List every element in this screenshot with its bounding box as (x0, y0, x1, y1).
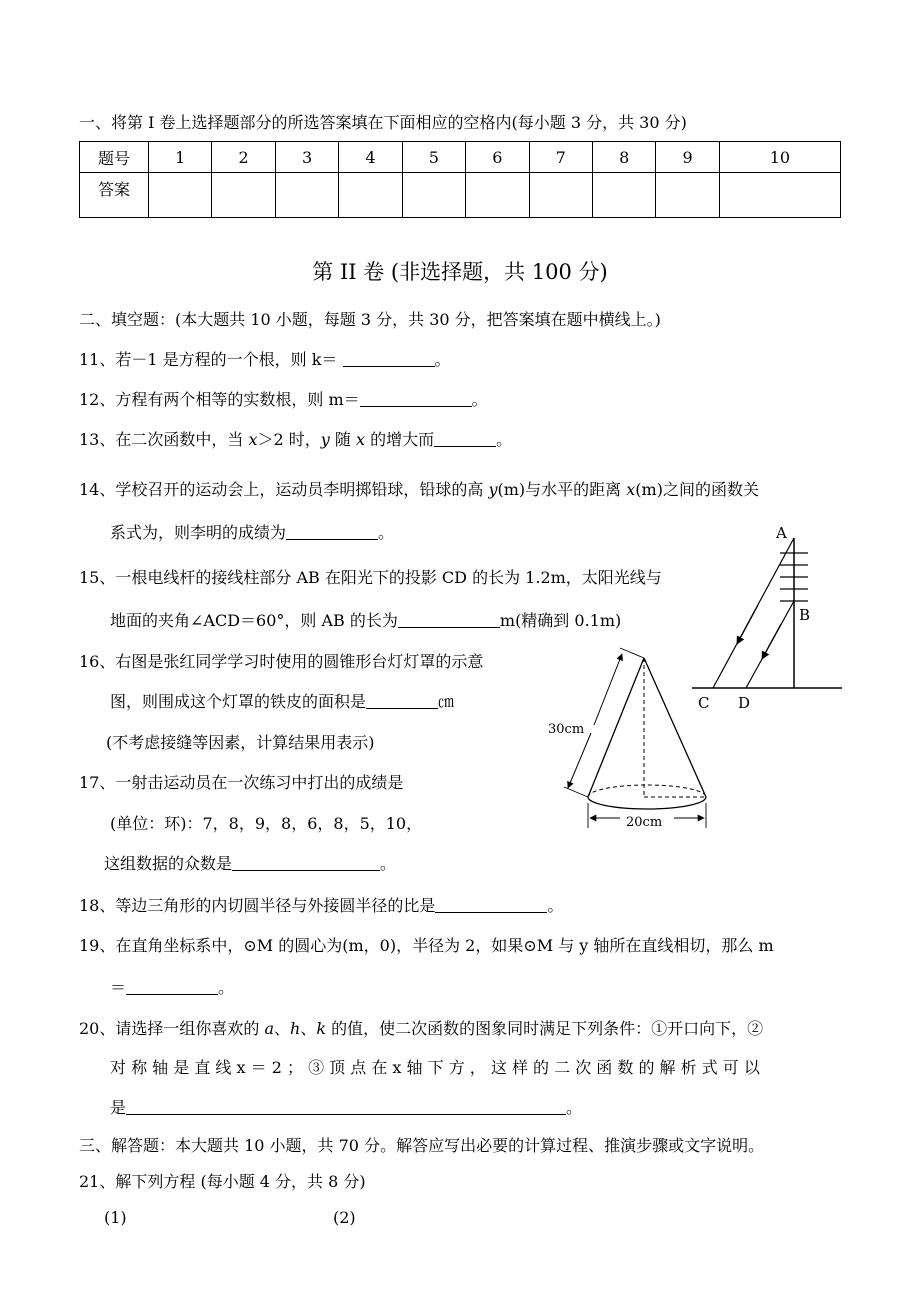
table-cell-number: 8 (592, 142, 655, 173)
section1-heading: 一、将第 I 卷上选择题部分的所选答案填在下面相应的空格内(每小题 3 分，共 30 分) (79, 113, 687, 132)
slant-dim-arrow (568, 733, 591, 788)
question-18: 18、等边三角形的内切圆半径与外接圆半径的比是 。 (79, 896, 564, 915)
cone-left-edge (588, 658, 644, 797)
question-11: 11、若－1 是方程的一个根，则 k＝ 。 (79, 350, 451, 369)
question-16-line2: 图，则围成这个灯罩的铁皮的面积是 ㎝ (110, 692, 455, 711)
question-17-line3: 这组数据的众数是 。 (104, 854, 397, 873)
question-20: 20、请选择一组你喜欢的 a、h、k 的值，使二次函数的图象同时满足下列条件：①开口向下，② (79, 1019, 764, 1038)
section2-heading: 二、填空题：(本大题共 10 小题，每题 3 分，共 30 分，把答案填在题中横线上。) (79, 310, 661, 329)
table-cell-number: 9 (656, 142, 719, 173)
label-c: C (698, 694, 710, 712)
slant-ext-bottom (564, 787, 588, 797)
question-20-line2: 对 称 轴 是 直 线 x ＝ 2 ； ③ 顶 点 在 x 轴 下 方 ， 这 样 的 二 次 函 数 的 解 析 式 可 以 (110, 1058, 760, 1077)
table-cell-number: 1 (149, 142, 212, 173)
question-20-line3: 是 。 (110, 1098, 583, 1117)
diameter-label: 20cm (626, 815, 663, 830)
question-12: 12、方程有两个相等的实数根，则 m＝ 。 (79, 390, 488, 409)
table-cell-number: 5 (402, 142, 465, 173)
base-back-arc (588, 785, 706, 797)
label-d: D (738, 694, 751, 712)
table-cell-number: 10 (719, 142, 840, 173)
question-13: 13、在二次函数中，当 x＞2 时，y 随 x 的增大而 。 (79, 430, 513, 449)
question-15-line2: 地面的夹角∠ACD＝60°，则 AB 的长为 m(精确到 0.1m) (110, 611, 622, 630)
table-cell-number: 4 (339, 142, 402, 173)
question-14: 14、学校召开的运动会上，运动员李明掷铅球，铅球的高 y(m)与水平的距离 x(m)之间的函数关 (79, 480, 759, 499)
base-front-arc (588, 797, 706, 809)
question-19-line2: ＝ 。 (110, 978, 235, 997)
question-19: 19、在直角坐标系中，⊙M 的圆心为(m，0)，半径为 2，如果⊙M 与 y 轴所在直线相切，那么 m (79, 936, 774, 955)
part2-title: 第 II 卷 (非选择题，共 100 分) (312, 260, 608, 284)
label-b: B (799, 606, 811, 624)
question-17: 17、一射击运动员在一次练习中打出的成绩是 (79, 773, 404, 792)
question-15: 15、一根电线杆的接线柱部分 AB 在阳光下的投影 CD 的长为 1.2m，太阳光线与 (79, 568, 662, 587)
question-21-part2: (2) (333, 1208, 356, 1227)
table-cell-number: 6 (466, 142, 529, 173)
row-label-number: 题号 (80, 142, 149, 173)
cone-right-edge (644, 658, 706, 797)
question-21-part1: (1) (104, 1208, 127, 1227)
question-14-line2: 系式为，则李明的成绩为 。 (110, 523, 395, 542)
question-16-line3: (不考虑接缝等因素，计算结果用表示) (106, 733, 375, 752)
label-a: A (776, 524, 787, 542)
slant-ext-top (620, 648, 644, 658)
question-21: 21、解下列方程 (每小题 4 分，共 8 分) (79, 1172, 366, 1191)
section3-heading: 三、解答题：本大题共 10 小题，共 70 分。解答应写出必要的计算过程、推演步骤或文字说明。 (79, 1136, 765, 1155)
slant-label: 30cm (548, 722, 585, 737)
question-16: 16、右图是张红同学学习时使用的圆锥形台灯灯罩的示意 (79, 652, 484, 671)
table-cell-number: 3 (275, 142, 338, 173)
slant-dim-arrow (594, 654, 622, 725)
table-cell-number: 2 (212, 142, 275, 173)
question-17-line2: (单位：环)：7，8，9，8，6，8，5，10， (110, 814, 423, 833)
row-label-answer: 答案 (80, 173, 149, 218)
table-cell-number: 7 (529, 142, 592, 173)
